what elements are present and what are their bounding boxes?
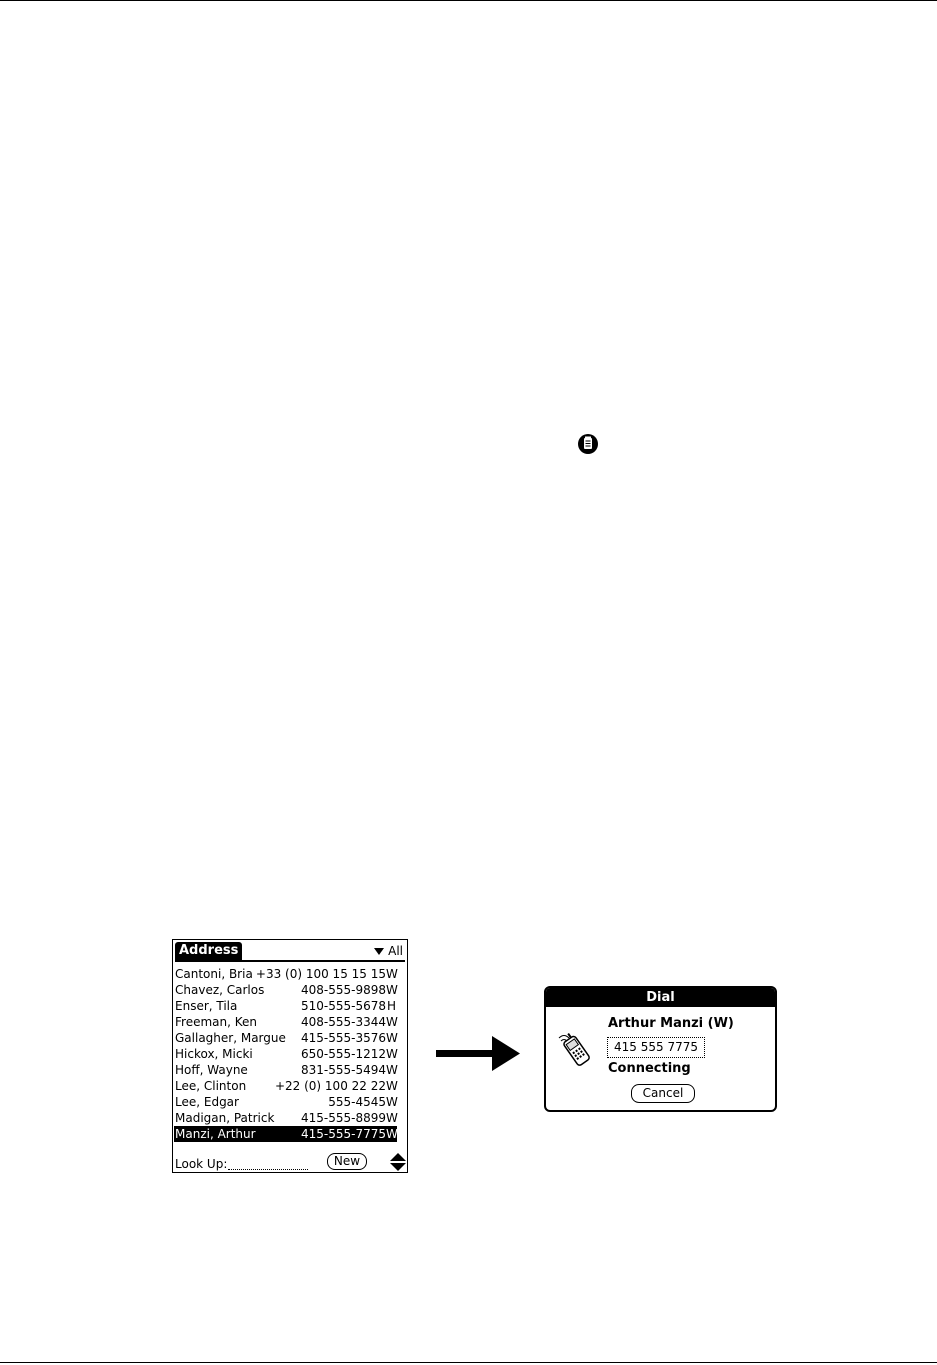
contact-name: Freeman, Ken [175,1015,258,1029]
note-icon [577,433,599,455]
contact-phone: 408-555-9898 [300,983,386,997]
contact-phone: 415-555-7775 [300,1127,386,1141]
lookup-input[interactable] [228,1169,308,1170]
contact-phone-type: H [386,999,396,1013]
contact-name: Gallagher, Margue [175,1031,286,1045]
contact-row[interactable] [174,1126,397,1142]
scroll-arrows [390,1153,404,1171]
contact-phone-type: W [386,1063,398,1077]
dialog-title: Dial [546,988,775,1007]
contact-phone-type: W [386,967,398,981]
contact-phone-type: W [386,1079,398,1093]
app-title: Address [175,942,242,960]
contact-name: Hoff, Wayne [175,1063,248,1077]
contact-phone: +33 (0) 100 15 15 15 [255,967,386,981]
contact-row[interactable] [174,1014,397,1030]
contact-phone: 831-555-5494 [300,1063,386,1077]
contact-name: Enser, Tila [175,999,238,1013]
contact-row[interactable] [174,1030,397,1046]
category-label: All [388,944,403,958]
contact-row[interactable] [174,1062,397,1078]
category-picker[interactable] [374,943,403,959]
title-rule [175,960,405,962]
dial-contact-name: Arthur Manzi (W) [608,1016,734,1031]
contact-phone-type: W [386,1111,398,1125]
new-button[interactable]: New [327,1153,367,1170]
contact-phone-type: W [386,1047,398,1061]
contact-phone: 408-555-3344 [300,1015,386,1029]
contact-phone: 650-555-1212 [300,1047,386,1061]
contact-phone-type: W [386,1015,398,1029]
contact-name: Lee, Clinton [175,1079,247,1093]
contact-name: Manzi, Arthur [175,1127,256,1141]
contact-row[interactable] [174,1110,397,1126]
page-top-rule [0,0,937,1]
contact-phone: 415-555-8899 [300,1111,386,1125]
contact-phone-type: W [386,1127,398,1141]
contact-phone: +22 (0) 100 22 22 [274,1079,386,1093]
cancel-button[interactable]: Cancel [631,1084,695,1103]
contact-phone-type: W [386,1095,398,1109]
contact-row[interactable] [174,1078,397,1094]
contact-name: Cantoni, Bria [175,967,253,981]
contact-row[interactable] [174,966,397,982]
scroll-up-icon[interactable] [390,1153,406,1161]
dial-dialog [544,986,777,1112]
contact-phone: 555-4545 [328,1095,386,1109]
dial-status: Connecting [608,1061,691,1076]
contact-name: Hickox, Micki [175,1047,253,1061]
dropdown-arrow-icon [374,948,384,955]
right-arrow-icon [436,1036,520,1072]
contact-row[interactable] [174,1094,397,1110]
contact-phone-type: W [386,983,398,997]
contact-phone: 510-555-5678 [300,999,386,1013]
contact-row[interactable] [174,1046,397,1062]
contact-row[interactable] [174,982,397,998]
contact-name: Madigan, Patrick [175,1111,275,1125]
contact-phone-type: W [386,1031,398,1045]
scroll-down-icon[interactable] [390,1163,406,1171]
contact-row[interactable] [174,998,397,1014]
page-bottom-rule [0,1362,937,1363]
contact-name: Chavez, Carlos [175,983,265,997]
lookup-label: Look Up: [175,1157,228,1171]
contact-list [174,966,397,1142]
mobile-phone-icon [558,1032,594,1068]
address-list-screen [172,939,408,1173]
contact-phone: 415-555-3576 [300,1031,386,1045]
dial-number-field[interactable]: 415 555 7775 [607,1037,705,1058]
contact-name: Lee, Edgar [175,1095,239,1109]
